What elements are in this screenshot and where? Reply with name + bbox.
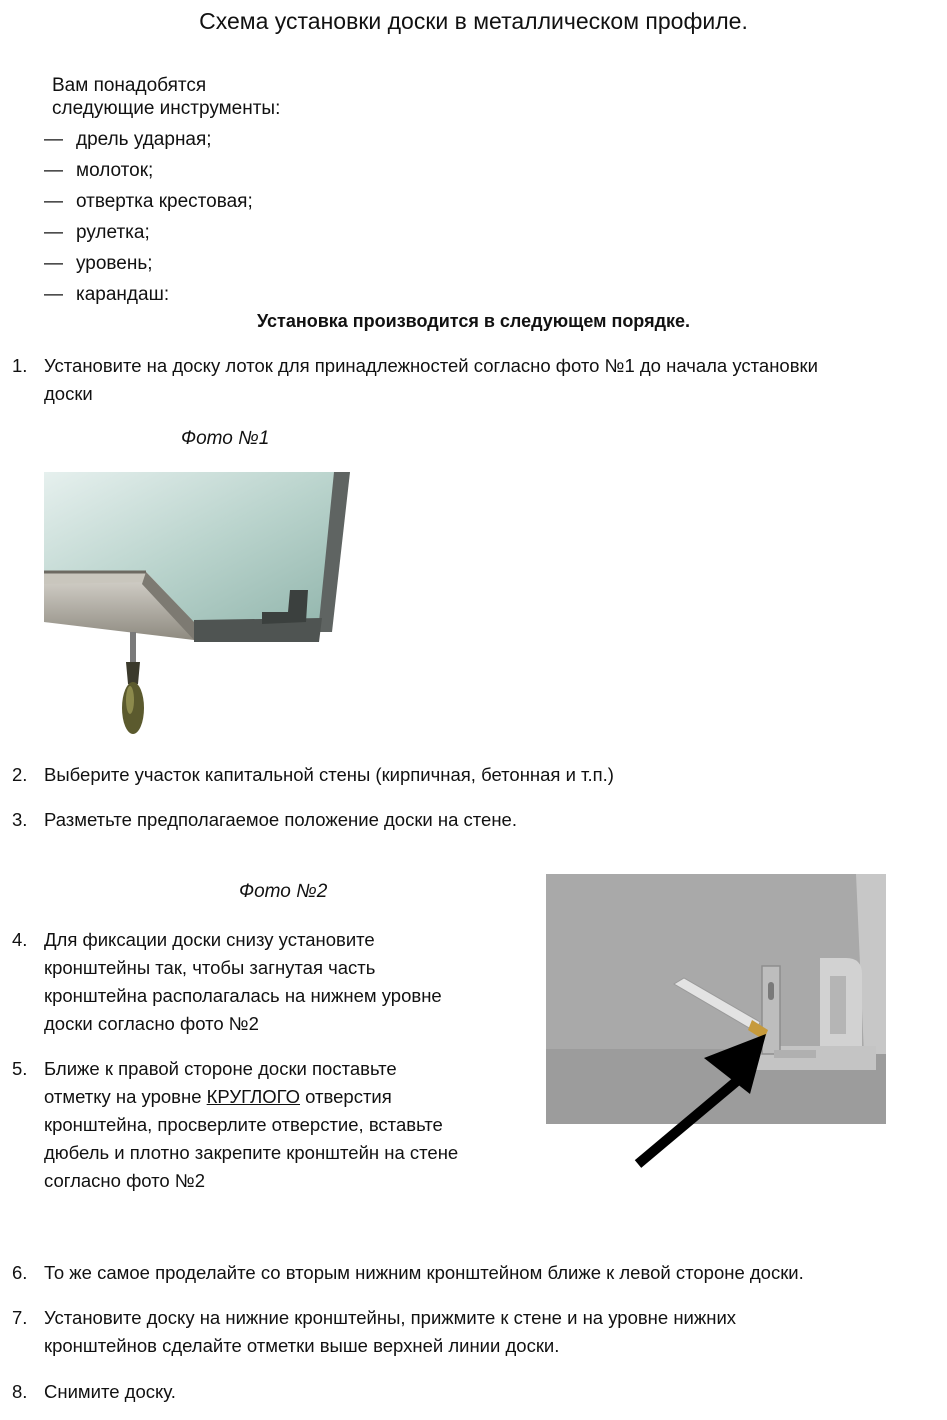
page-title: Схема установки доски в металлическом профиле.: [199, 8, 748, 34]
step-item: [12, 1378, 942, 1408]
step-number: 5.: [12, 1058, 28, 1079]
step-number: 3.: [12, 809, 28, 830]
tool-item: — уровень;: [44, 253, 153, 274]
photo-2-caption: Фото №2: [239, 881, 328, 902]
step-text: Установите доску на нижние кронштейны, прижмите к стене и на уровне нижних кронштейнов сделайте отметки выше верхней линии доски.: [44, 1307, 737, 1356]
step-number: 4.: [12, 929, 28, 950]
step-text: Снимите доску.: [44, 1381, 176, 1402]
step-text: Разметьте предполагаемое положение доски на стене.: [44, 809, 517, 830]
photo-1-caption: Фото №1: [181, 428, 270, 449]
step-item: [12, 926, 532, 1040]
dash-bullet: —: [44, 160, 63, 181]
order-heading: Установка производится в следующем порядке.: [256, 311, 691, 331]
step-number: 1.: [12, 355, 28, 376]
step-item: [12, 806, 942, 836]
step-item: [12, 352, 942, 412]
dash-bullet: —: [44, 191, 63, 212]
dash-bullet: —: [44, 222, 63, 243]
tools-intro: [52, 74, 280, 120]
step-number: 2.: [12, 764, 28, 785]
intro-line: Вам понадобятся: [52, 75, 207, 96]
intro-line: следующие инструменты:: [52, 98, 281, 119]
step-text: Для фиксации доски снизу установите кронштейны так, чтобы загнутая часть кронштейна располагалась на нижнем уровне доски согласно фото №2: [44, 929, 442, 1034]
photo-2-bracket: [546, 874, 888, 1170]
step-item: [12, 1055, 532, 1197]
dash-bullet: —: [44, 253, 63, 274]
step-text: Выберите участок капитальной стены (кирпичная, бетонная и т.п.): [44, 764, 614, 785]
photo-1-board-tray: [44, 472, 352, 742]
tool-item: — отвертка крестовая;: [44, 191, 253, 212]
round-hole-emphasis: КРУГЛОГО: [206, 1086, 300, 1107]
step-number: 8.: [12, 1381, 28, 1402]
step-item: [12, 761, 942, 791]
step-text: То же самое проделайте со вторым нижним кронштейном ближе к левой стороне доски.: [44, 1262, 804, 1283]
tool-item: — рулетка;: [44, 222, 150, 243]
dash-bullet: —: [44, 129, 63, 150]
step-text: Установите на доску лоток для принадлежностей согласно фото №1 до начала установки доски: [44, 355, 818, 404]
tool-item: — карандаш:: [44, 284, 170, 305]
step-item: [12, 1304, 942, 1362]
dash-bullet: —: [44, 284, 63, 305]
step-item: [12, 1259, 942, 1289]
step-number: 7.: [12, 1307, 28, 1328]
step-text: Ближе к правой стороне доски поставьте отметку на уровне КРУГЛОГО отверстия кронштейна, просверлите отверстие, вставьте дюбель и плотно закрепите кронштейн на стене согласно фото №2: [44, 1058, 459, 1191]
tool-item: — дрель ударная;: [44, 129, 212, 150]
step-number: 6.: [12, 1262, 28, 1283]
tool-item: — молоток;: [44, 160, 154, 181]
